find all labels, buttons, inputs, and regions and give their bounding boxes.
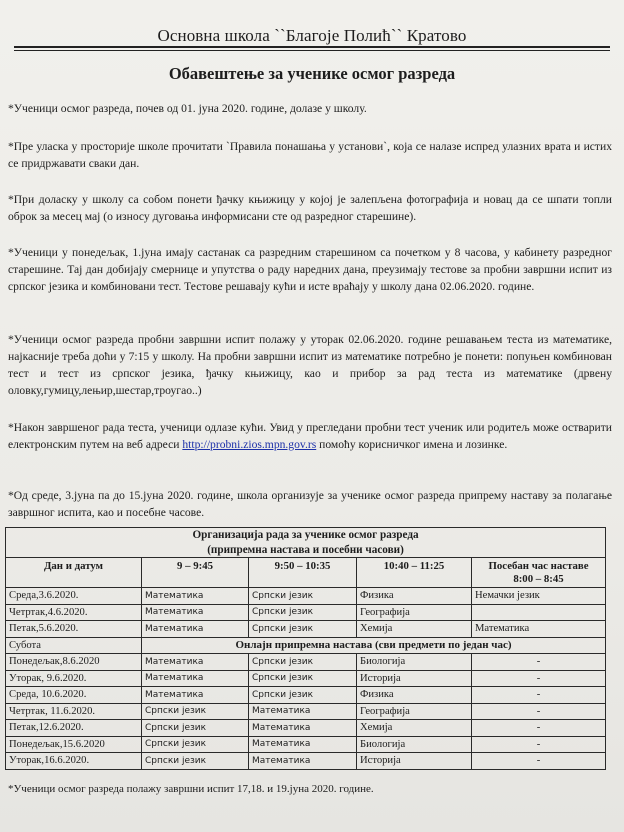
header-slot-3: 10:40 – 11:25 [357, 558, 472, 588]
school-name: Основна школа ``Благоје Полић`` Кратово [157, 26, 467, 45]
row-day: Четртак, 11.6.2020. [6, 703, 142, 720]
table-row [6, 736, 606, 753]
row-slot-3: Физика [357, 687, 472, 704]
row-day: Уторак,16.6.2020. [6, 753, 142, 770]
row-day: Понедељак,15.6.2020 [6, 736, 142, 753]
schedule-table [5, 527, 606, 770]
table-row [6, 588, 606, 605]
footer-exam-dates: *Ученици осмог разреда полажу завршни испит 17,18. и 19.јуна 2020. године. [8, 783, 374, 795]
results-website-link[interactable]: http://probni.zios.mpn.gov.rs [182, 438, 317, 451]
row-day: Четртак,4.6.2020. [6, 604, 142, 621]
header-day-date: Дан и датум [6, 558, 142, 588]
header-rule-thin [14, 50, 610, 51]
row-special: Немачки језик [472, 588, 606, 605]
header-special-label: Посебан час наставе [488, 560, 589, 572]
paragraph-meeting: *Ученици у понедељак, 1.јуна имају састанак са разредним старешином са почетком у 8 часова, у кабинету разредног старешине. Тај дан добијају смернице и упутства о раду наредних дана, преузимају тестове за пробни завршни испит из српског језика и комбиновани тест. Тестове решавају кући и исте враћају у школу дана 02.06.2020. године. [8, 246, 612, 293]
row-slot-2: Српски језик [249, 687, 357, 704]
row-day: Уторак, 9.6.2020. [6, 670, 142, 687]
table-row [6, 654, 606, 671]
row-slot-1: Математика [142, 588, 249, 605]
row-slot-1: Српски језик [142, 720, 249, 737]
row-day: Среда,3.6.2020. [6, 588, 142, 605]
schedule-subcaption: (припремна настава и посебни часови) [6, 543, 606, 558]
paragraph-results [8, 419, 612, 453]
row-special: - [472, 670, 606, 687]
paragraph-arrival: *Ученици осмог разреда, почев од 01. јуна 2020. године, долазе у школу. [8, 102, 367, 115]
row-day: Среда, 10.6.2020. [6, 687, 142, 704]
paragraph-preparation: *Од среде, 3.јуна па до 15.јуна 2020. године, школа организује за ученике осмог разреда припрему наставу за полагање завршног испита, као и посебне часове. [8, 489, 612, 519]
row-slot-2: Српски језик [249, 588, 357, 605]
paragraph-documents: *При доласку у школу са собом понети ђачку књижицу у којој је залепљена фотографија и новац да се шпати топли оброк за месец мај (о износу дуговања информисани сте од разредног старешине). [8, 193, 612, 223]
header-slot-2: 9:50 – 10:35 [249, 558, 357, 588]
row-slot-3: Географија [357, 703, 472, 720]
row-special: - [472, 654, 606, 671]
row-slot-1: Математика [142, 670, 249, 687]
row-slot-3: Биологија [357, 654, 472, 671]
row-slot-2: Српски језик [249, 654, 357, 671]
row-day: Петак,5.6.2020. [6, 621, 142, 638]
table-row [6, 720, 606, 737]
row-slot-2: Математика [249, 736, 357, 753]
row-special: - [472, 703, 606, 720]
row-slot-1: Српски језик [142, 703, 249, 720]
table-row [6, 703, 606, 720]
row-slot-1: Математика [142, 621, 249, 638]
notice-title: Обавештење за ученике осмог разреда [168, 64, 456, 83]
paragraph-trial-exam: *Ученици осмог разреда пробни завршни испит полажу у уторак 02.06.2020. године решавањем теста из математике, најкасније треба доћи у 7:15 у школу. На пробни завршни испит из математике потребно је понети: попуњен комбинован тест и тест из српског језика, ђачку књижицу, као и прибор за рад теста из математике (дрвену оловку,гумицу,лењир,шестар,троугао..) [8, 333, 612, 397]
row-special: - [472, 720, 606, 737]
row-special: Математика [472, 621, 606, 638]
table-row [6, 604, 606, 621]
saturday-label: Субота [6, 637, 142, 654]
row-slot-3: Хемија [357, 621, 472, 638]
paragraph-rules: *Пре уласка у просторије школе прочитати `Правила понашања у установи`, која се налазе испред улазних врата и истих се придржавати сваки дан. [8, 140, 612, 170]
row-slot-2: Математика [249, 753, 357, 770]
row-day: Петак,12.6.2020. [6, 720, 142, 737]
results-text-before: *Након завршеног рада теста, ученици одлазе кући. Увид у прегледани пробни тест ученик или родитељ може остварити електронским путем на веб адреси [8, 421, 612, 451]
table-row [6, 670, 606, 687]
row-slot-3: Географија [357, 604, 472, 621]
row-special: - [472, 753, 606, 770]
header-special-time: 8:00 – 8:45 [513, 573, 564, 585]
row-special [472, 604, 606, 621]
row-slot-2: Српски језик [249, 604, 357, 621]
row-slot-2: Математика [249, 720, 357, 737]
row-slot-1: Математика [142, 654, 249, 671]
row-slot-3: Биологија [357, 736, 472, 753]
row-slot-3: Хемија [357, 720, 472, 737]
header-slot-1: 9 – 9:45 [142, 558, 249, 588]
row-slot-1: Математика [142, 604, 249, 621]
table-row [6, 753, 606, 770]
row-slot-1: Српски језик [142, 753, 249, 770]
table-row [6, 621, 606, 638]
row-slot-3: Историја [357, 670, 472, 687]
results-text-after: помоћу корисничког имена и лозинке. [316, 438, 508, 451]
row-special: - [472, 736, 606, 753]
online-heading: Онлајн припремна настава (сви предмети по један час) [142, 637, 606, 654]
row-slot-2: Српски језик [249, 621, 357, 638]
row-slot-2: Математика [249, 703, 357, 720]
row-slot-3: Историја [357, 753, 472, 770]
header-rule-thick [14, 46, 610, 48]
table-row-saturday [6, 637, 606, 654]
row-day: Понедељак,8.6.2020 [6, 654, 142, 671]
row-special: - [472, 687, 606, 704]
row-slot-2: Српски језик [249, 670, 357, 687]
table-row [6, 687, 606, 704]
row-slot-1: Математика [142, 687, 249, 704]
row-slot-1: Српски језик [142, 736, 249, 753]
header-special-class [472, 558, 606, 588]
schedule-caption: Организација рада за ученике осмог разреда [6, 528, 606, 543]
row-slot-3: Физика [357, 588, 472, 605]
